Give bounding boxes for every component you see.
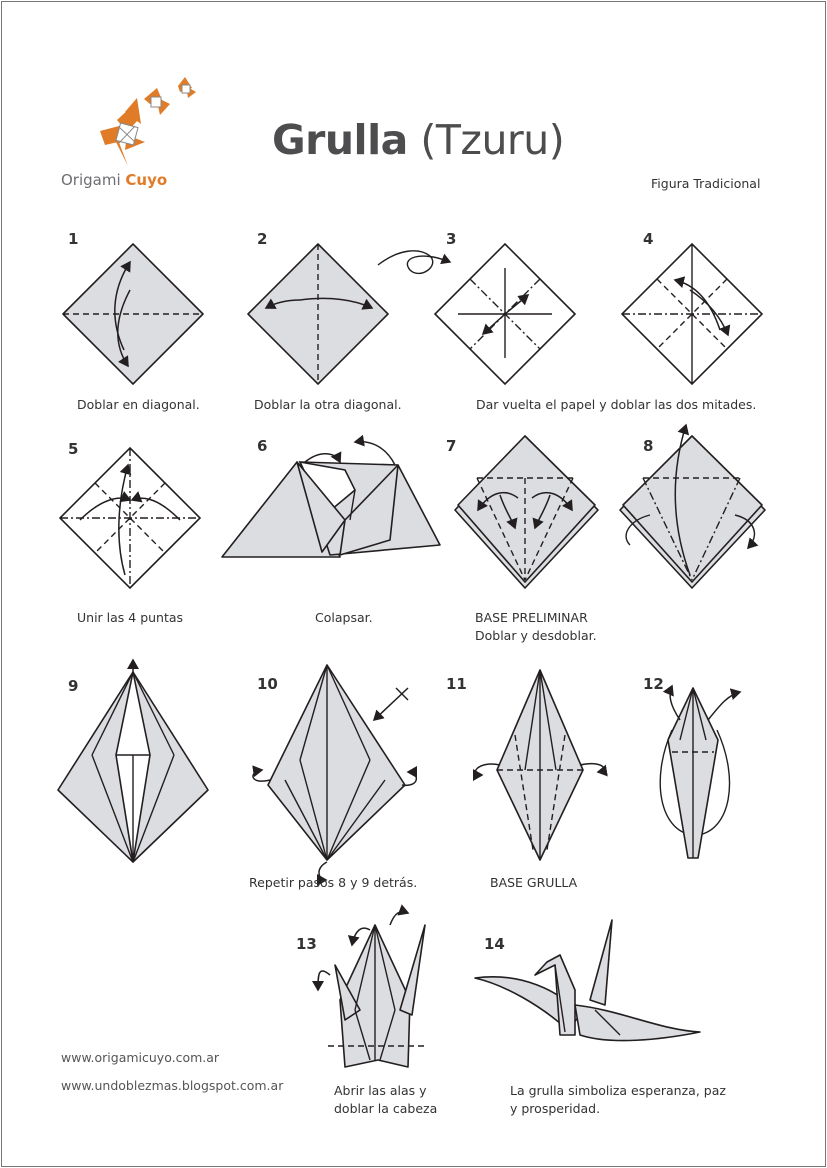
- step-caption: Abrir las alas y: [334, 1083, 427, 1098]
- step-number: 6: [257, 437, 268, 455]
- step-number: 4: [643, 230, 654, 248]
- step-caption: Dar vuelta el papel y doblar las dos mitades.: [476, 397, 757, 412]
- step-number: 12: [643, 675, 664, 693]
- brand-bold: Cuyo: [125, 171, 168, 189]
- diagram-step-11: [476, 670, 604, 860]
- diagram-step-10: [253, 665, 416, 880]
- step-caption: Doblar la otra diagonal.: [254, 397, 402, 412]
- brand-name: [61, 171, 167, 189]
- step-number: 5: [68, 440, 79, 458]
- title-light: (Tzuru): [420, 116, 565, 164]
- step-caption: BASE PRELIMINAR: [475, 610, 588, 625]
- step-number: 14: [484, 935, 505, 953]
- subtitle: Figura Tradicional: [651, 176, 761, 191]
- diagram-step-12: [660, 686, 740, 858]
- diagram-step-6: [222, 442, 440, 557]
- step-caption: La grulla simboliza esperanza, paz: [510, 1083, 726, 1098]
- diagram-step-5: [60, 448, 200, 588]
- step-caption-line2: doblar la cabeza: [334, 1101, 438, 1116]
- step-caption: Repetir pasos 8 y 9 detrás.: [249, 875, 418, 890]
- step-number: 9: [68, 677, 79, 695]
- step-caption: Colapsar.: [315, 610, 373, 625]
- diagram-step-14: [475, 920, 700, 1041]
- step-number: 13: [296, 935, 317, 953]
- step-number: 11: [446, 675, 467, 693]
- diagram-step-8: [620, 425, 765, 588]
- diagram-step-9: [58, 660, 208, 862]
- step-caption: BASE GRULLA: [490, 875, 578, 890]
- blog-link[interactable]: www.undoblezmas.blogspot.com.ar: [61, 1078, 284, 1093]
- step-caption-line2: Doblar y desdoblar.: [475, 628, 597, 643]
- step-number: 7: [446, 437, 457, 455]
- page-title: [272, 116, 564, 164]
- diagram-step-2: [248, 244, 388, 384]
- diagram-step-7: [455, 436, 598, 588]
- step-number: 1: [68, 230, 79, 248]
- website-link[interactable]: www.origamicuyo.com.ar: [61, 1050, 220, 1065]
- step-number: 10: [257, 675, 278, 693]
- diagram-step-4: [622, 244, 762, 384]
- step-caption-line2: y prosperidad.: [510, 1101, 601, 1116]
- step-number: 2: [257, 230, 268, 248]
- diagram-step-3: [378, 244, 575, 384]
- step-number: 8: [643, 437, 654, 455]
- brand-light: Origami: [61, 171, 121, 189]
- title-bold: Grulla: [272, 116, 408, 164]
- step-caption: Unir las 4 puntas: [77, 610, 184, 625]
- origami-cuyo-logo: [100, 77, 196, 166]
- step-caption: Doblar en diagonal.: [77, 397, 200, 412]
- diagram-step-13: [318, 912, 425, 1067]
- diagram-step-1: [63, 244, 203, 384]
- step-number: 3: [446, 230, 457, 248]
